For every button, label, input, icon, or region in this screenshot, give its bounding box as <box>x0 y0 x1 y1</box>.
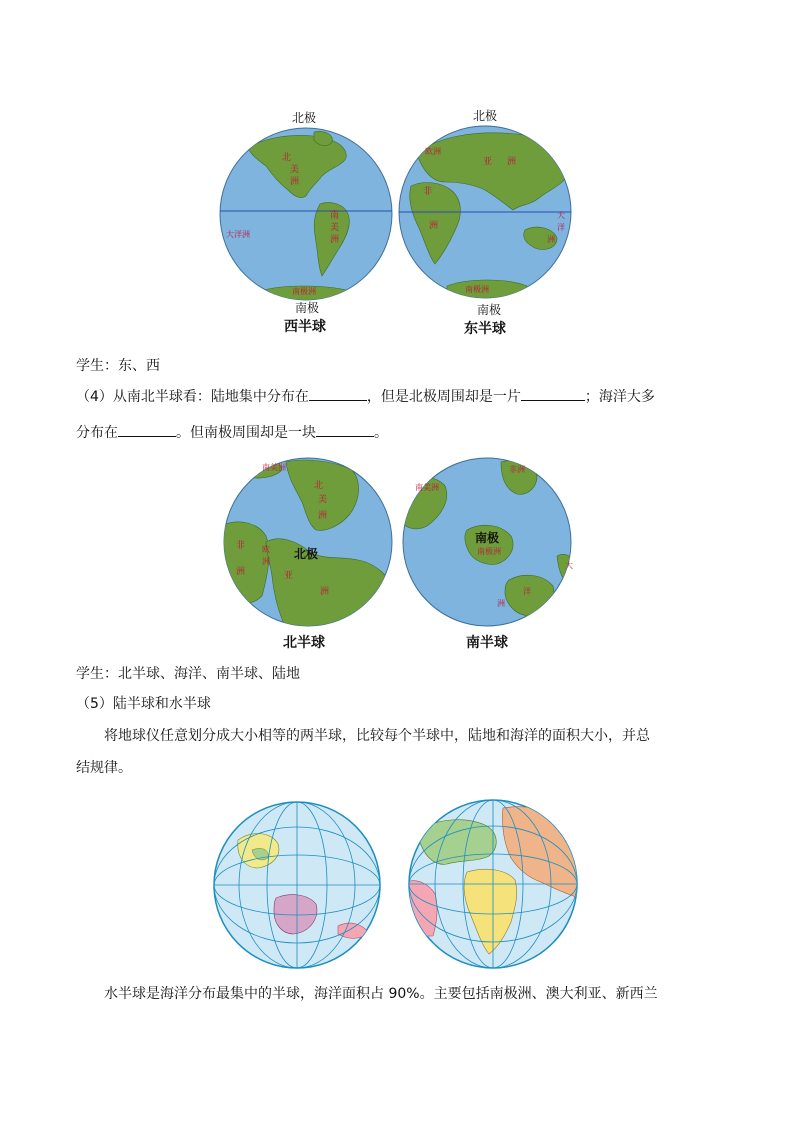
north-asia-label-1: 亚 <box>284 571 294 581</box>
south-africa-label: 非洲 <box>509 465 525 474</box>
water-hemisphere-globe <box>212 800 382 970</box>
blank-1[interactable] <box>309 386 367 401</box>
west-south-pole-label: 南极 <box>295 301 320 315</box>
west-north-america-label-3: 洲 <box>290 177 300 187</box>
west-south-america-label-2: 美 <box>330 223 340 233</box>
section-5-paragraph-line-2: 结规律。 <box>76 760 132 776</box>
north-asia-label-2: 洲 <box>320 587 330 597</box>
east-oceania-label-3: 洲 <box>547 235 555 244</box>
east-asia-label-1: 亚 <box>483 157 493 167</box>
student-answer-north-south: 学生：北半球、海洋、南半球、陆地 <box>76 666 300 682</box>
south-pole-center-label: 南极 <box>475 531 500 545</box>
southern-hemisphere-caption: 南半球 <box>466 635 508 651</box>
east-oceania-label-1: 大 <box>557 211 565 220</box>
west-north-america-label-2: 美 <box>290 165 300 175</box>
southern-hemisphere-map <box>401 456 573 628</box>
east-africa-label-2: 洲 <box>429 221 439 231</box>
blank-3[interactable] <box>118 422 176 437</box>
west-oceania-label: 大洋洲 <box>226 230 250 239</box>
northern-hemisphere-map <box>222 456 394 628</box>
north-pole-center-label: 北极 <box>294 547 319 561</box>
eastern-hemisphere-map <box>397 124 573 300</box>
student-answer-east-west: 学生：东、西 <box>76 358 160 374</box>
east-south-pole-label: 南极 <box>477 303 502 317</box>
northern-hemisphere-caption: 北半球 <box>283 635 325 651</box>
west-north-pole-label: 北极 <box>292 111 317 125</box>
east-north-pole-label: 北极 <box>473 109 498 123</box>
north-africa-label-2: 洲 <box>236 567 246 577</box>
south-south-america-label: 南美洲 <box>415 483 439 492</box>
west-south-america-label-3: 洲 <box>330 235 340 245</box>
east-africa-label-1: 非 <box>423 187 433 197</box>
north-north-america-label-3: 洲 <box>318 511 328 521</box>
west-south-america-label-1: 南 <box>330 211 340 221</box>
south-oceania-label-1: 大 <box>565 561 573 570</box>
south-oceania-label-3: 洲 <box>497 599 505 608</box>
east-europe-label: 欧洲 <box>425 147 441 156</box>
question-4-line-2: 分布在 。但南极周围却是一块 。 <box>76 422 388 443</box>
north-africa-label-1: 非 <box>236 541 246 551</box>
west-antarctica-label: 南极洲 <box>292 287 316 296</box>
blank-4[interactable] <box>316 422 374 437</box>
section-5-paragraph-water-hemisphere: 水半球是海洋分布最集中的半球，海洋面积占 90%。主要包括南极洲、澳大利亚、新西兰 <box>104 986 658 1002</box>
north-europe-label-1: 欧 <box>262 545 270 554</box>
eastern-hemisphere-caption: 东半球 <box>464 321 506 337</box>
section-5-paragraph-line-1: 将地球仪任意划分成大小相等的两半球，比较每个半球中，陆地和海洋的面积大小，并总 <box>104 728 650 744</box>
east-oceania-label-2: 洋 <box>557 223 565 232</box>
section-5-title: （5）陆半球和水半球 <box>76 696 211 712</box>
north-north-america-label-2: 美 <box>318 495 328 505</box>
north-south-america-label: 南美洲 <box>262 463 286 472</box>
land-hemisphere-globe <box>407 798 579 970</box>
north-north-america-label-1: 北 <box>314 481 324 491</box>
western-hemisphere-map <box>218 126 394 302</box>
south-oceania-label-2: 洋 <box>523 587 531 596</box>
south-antarctica-label: 南极洲 <box>477 547 501 556</box>
blank-2[interactable] <box>521 386 585 401</box>
western-hemisphere-caption: 西半球 <box>284 319 326 335</box>
north-europe-label-2: 洲 <box>262 557 270 566</box>
east-antarctica-label: 南极洲 <box>465 285 489 294</box>
question-4-line-1: （4）从南北半球看：陆地集中分布在 ，但是北极周围却是一片 ；海洋大多 <box>76 386 655 407</box>
west-north-america-label-1: 北 <box>282 153 292 163</box>
east-asia-label-2: 洲 <box>507 157 517 167</box>
